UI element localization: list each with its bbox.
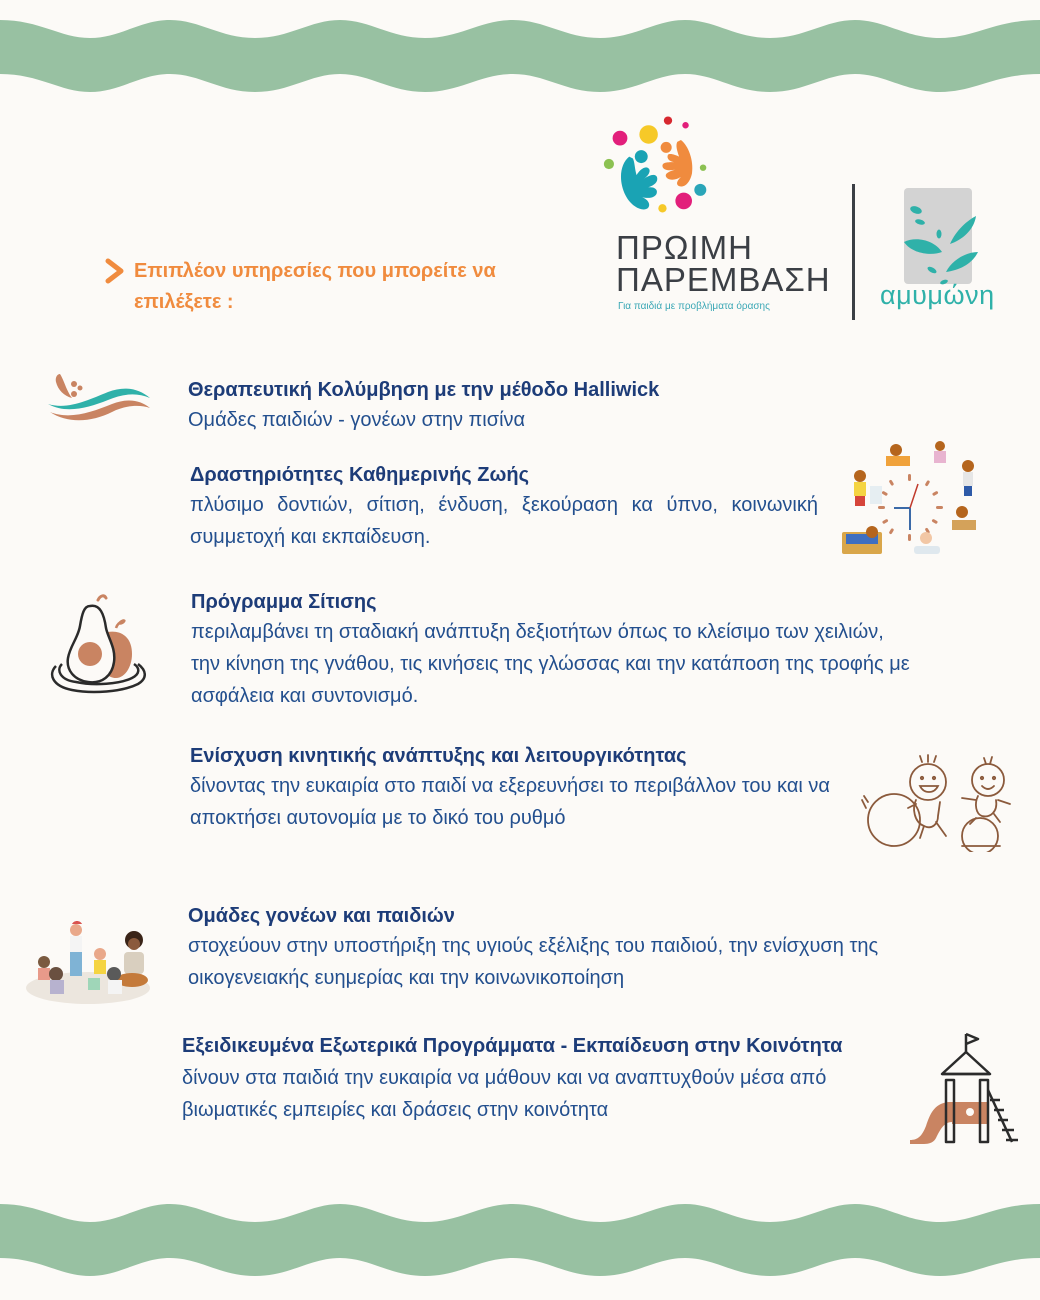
service-description: στοχεύουν στην υποστήριξη της υγιούς εξέλιξης του παιδιού, την ενίσχυση της οικογενειακής ευημερίας και την κοινωνικοποίηση bbox=[188, 935, 879, 989]
service-title: Εξειδικευμένα Εξωτερικά Προγράμματα - Εκπαίδευση στην Κοινότητα bbox=[182, 1035, 843, 1057]
service-description: δίνουν στα παιδιά την ευκαιρία να μάθουν και να αναπτυχθούν μέσα από βιωματικές εμπειρίες και δράσεις στην κοινότητα bbox=[182, 1067, 827, 1121]
daily-routine-clock-illustration bbox=[836, 436, 984, 564]
logo-block bbox=[596, 108, 1016, 323]
partner-logo-name: αμυμώνη bbox=[880, 280, 995, 310]
intro-heading bbox=[104, 256, 564, 318]
service-description: πλύσιμο δοντιών, σίτιση, ένδυση, ξεκούραση κα ύπνο, κοινωνική συμμετοχή και εκπαίδευση. bbox=[190, 494, 818, 548]
babies-with-balls-illustration bbox=[858, 752, 1014, 852]
service-item-motor-development bbox=[190, 742, 830, 834]
intro-text-line2: επιλέξετε : bbox=[134, 291, 234, 313]
primary-logo-title bbox=[616, 229, 831, 298]
logo-divider bbox=[852, 184, 855, 320]
service-item-feeding bbox=[191, 588, 911, 712]
playground-slide-icon bbox=[908, 1030, 1024, 1146]
service-description: Ομάδες παιδιών - γονέων στην πισίνα bbox=[188, 409, 526, 431]
service-description: δίνοντας την ευκαιρία στο παιδί να εξερευνήσει το περιβάλλον του και να αποκτήσει αυτονομία με το δικό του ρυθμό bbox=[190, 775, 830, 829]
logo-title-line1: ΠΡΩΙΜΗ bbox=[616, 229, 754, 266]
service-item-external-programs bbox=[182, 1030, 914, 1126]
intro-text-line1: Επιπλέον υπηρεσίες που μπορείτε να bbox=[134, 260, 496, 282]
chevron-right-icon bbox=[104, 258, 126, 284]
top-wave-decoration bbox=[0, 18, 1040, 96]
parents-children-group-illustration bbox=[22, 918, 156, 1010]
service-title: Δραστηριότητες Καθημερινής Ζωής bbox=[190, 464, 529, 486]
service-item-daily-living bbox=[190, 461, 818, 553]
service-description: περιλαμβάνει τη σταδιακή ανάπτυξη δεξιοτήτων όπως το κλείσιμο των χειλιών, την κίνηση της γνάθου, τις κινήσεις της γλώσσας και την κατάποση της τροφής με ασφάλεια και συντονισμό. bbox=[191, 621, 910, 707]
primary-logo-subtitle: Για παιδιά με προβλήματα όρασης bbox=[618, 301, 770, 312]
service-title: Ενίσχυση κινητικής ανάπτυξης και λειτουργικότητας bbox=[190, 745, 687, 767]
service-title: Πρόγραμμα Σίτισης bbox=[191, 591, 377, 613]
service-item-parent-child-groups bbox=[188, 902, 908, 994]
hands-dots-logo-icon bbox=[596, 108, 716, 220]
swimming-wave-icon bbox=[42, 370, 154, 426]
service-item-swimming bbox=[188, 376, 808, 436]
service-title: Θεραπευτική Κολύμβηση με την μέθοδο Halliwick bbox=[188, 379, 660, 401]
logo-title-line2: ΠΑΡΕΜΒΑΣΗ bbox=[616, 261, 831, 298]
water-splash-icon bbox=[886, 194, 996, 294]
service-title: Ομάδες γονέων και παιδιών bbox=[188, 905, 455, 927]
bottom-wave-decoration bbox=[0, 1202, 1040, 1280]
avocado-apple-plate-icon bbox=[42, 592, 152, 694]
